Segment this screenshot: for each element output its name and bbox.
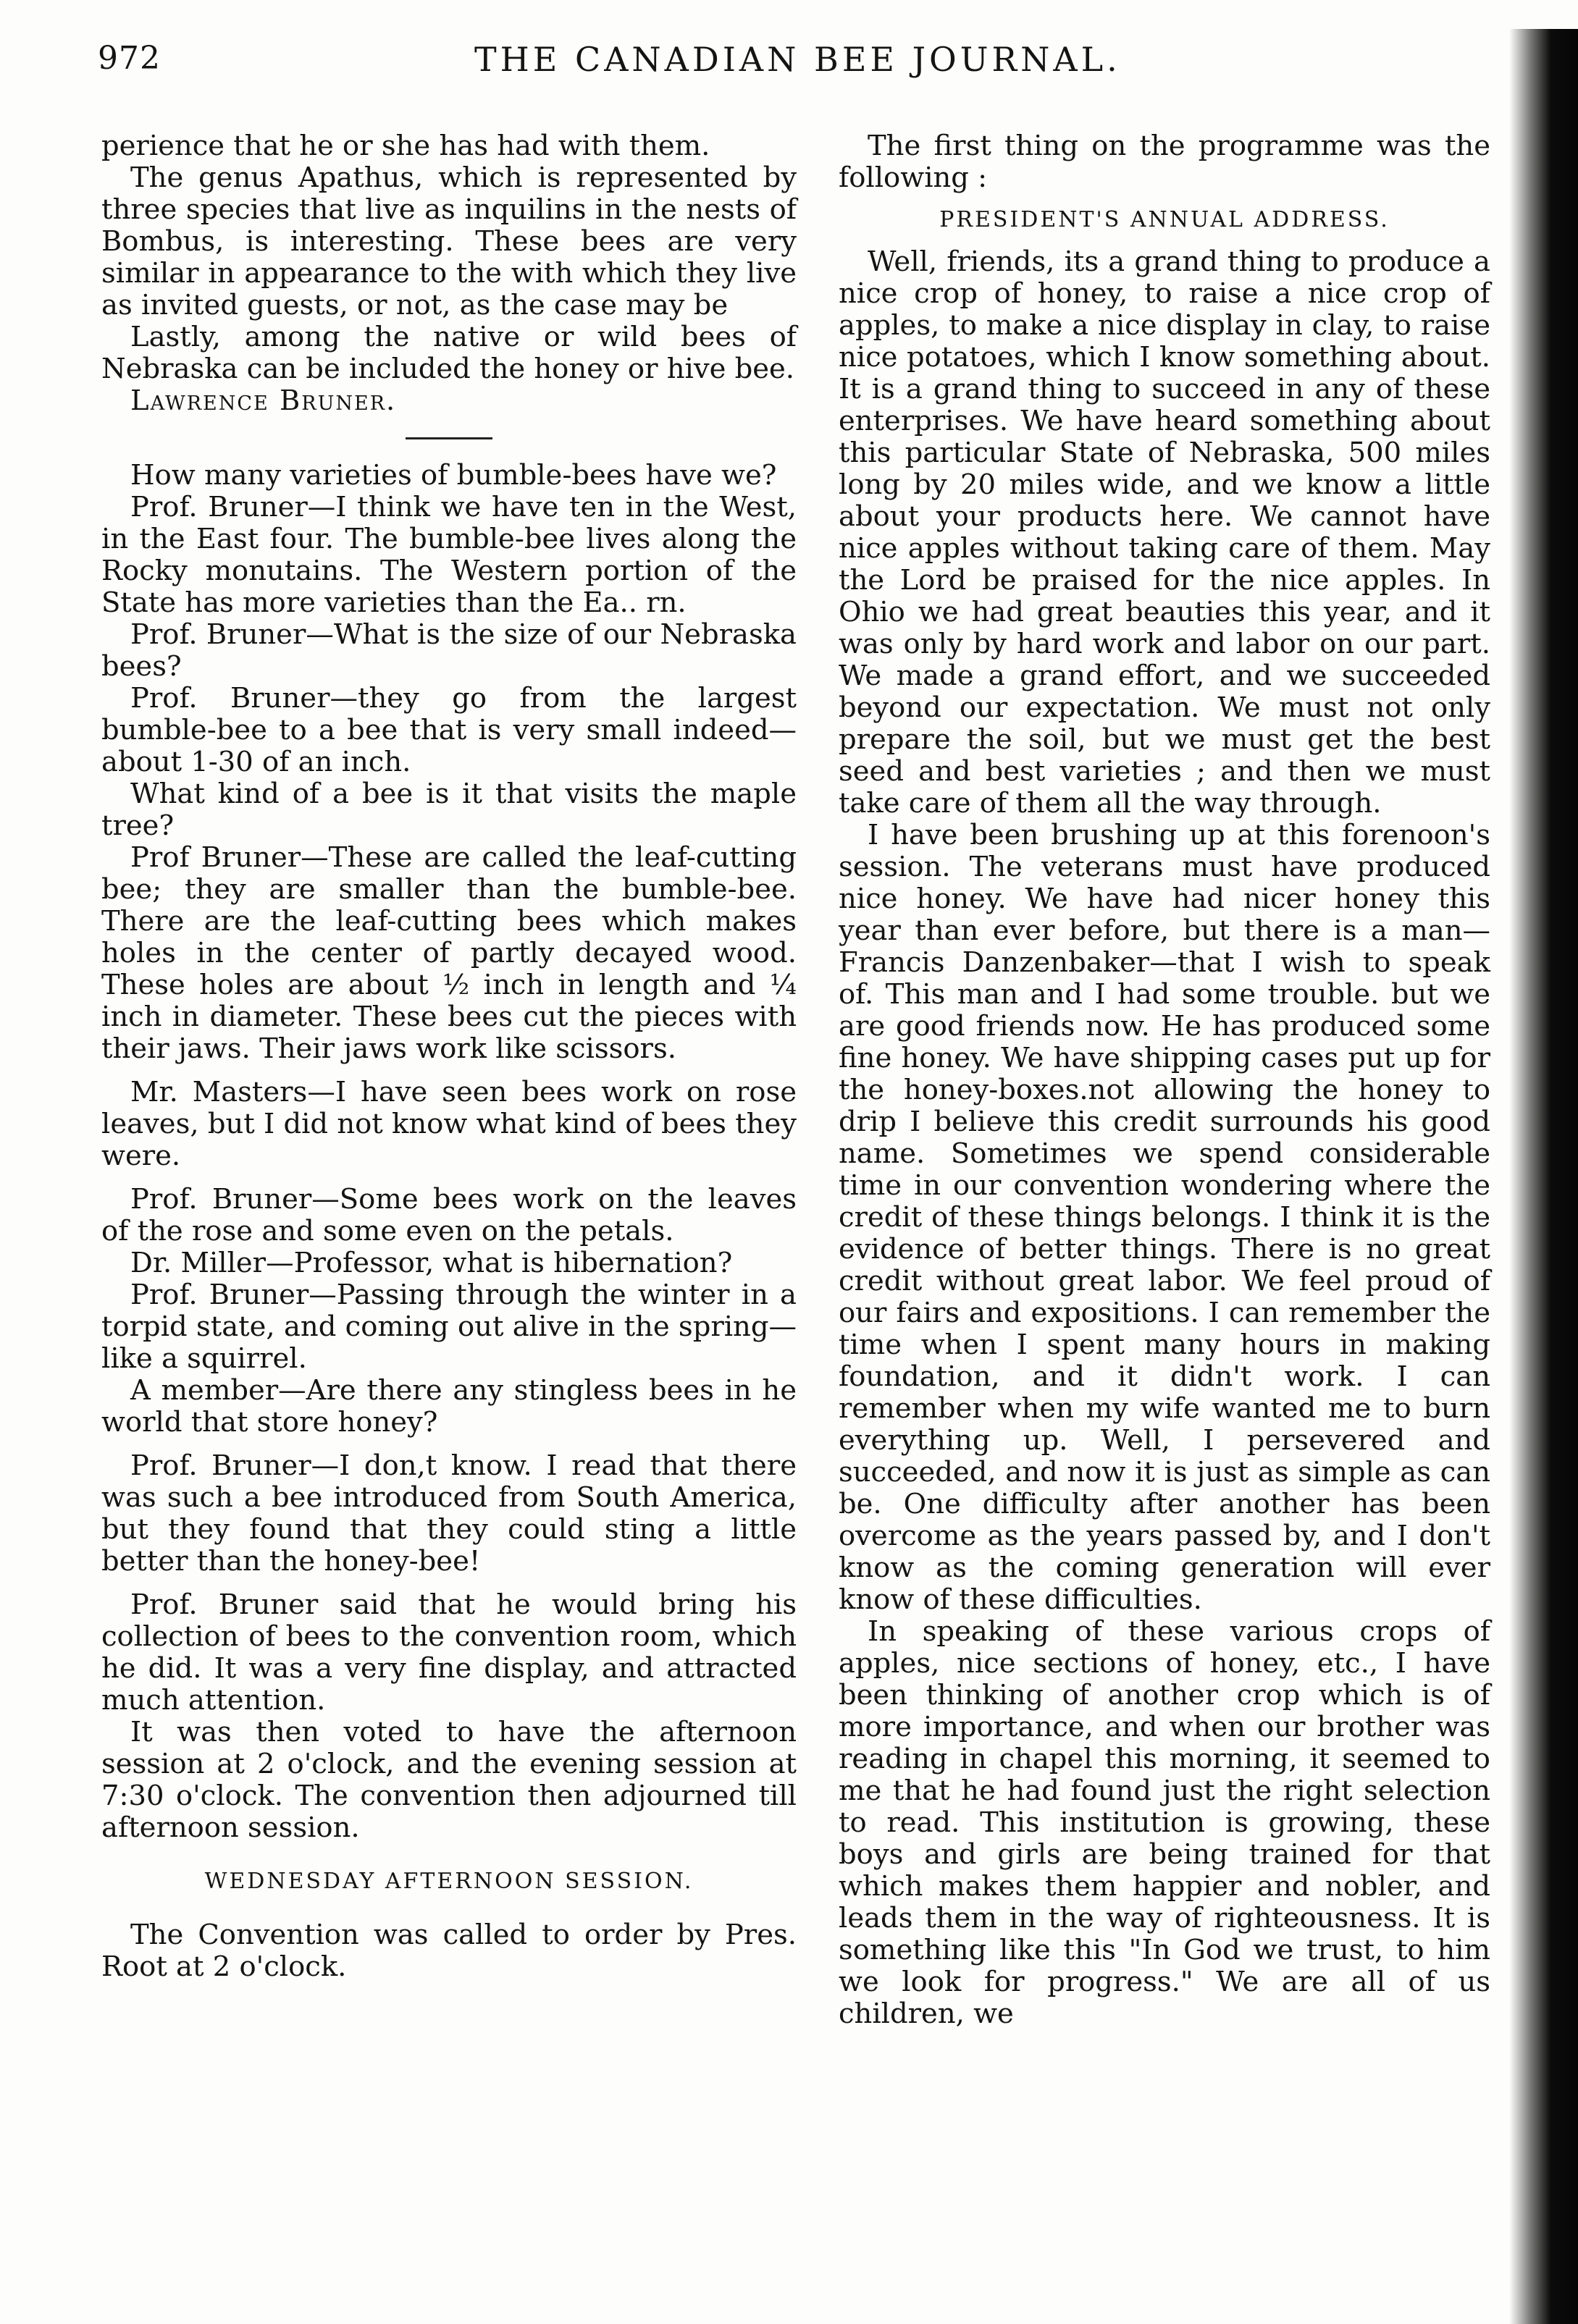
paragraph: What kind of a bee is it that visits the maple tree? <box>101 778 797 842</box>
paragraph: Dr. Miller—Professor, what is hibernation? <box>130 1247 733 1279</box>
paragraph: It was then voted to have the afternoon session at 2 o'clock, and the evening session at 7:30 o'clock. The convention then adjourned till afternoon session. <box>101 1716 797 1844</box>
paragraph: Prof. Bruner—I think we have ten in the West, in the East four. The bumble-bee lives along the Rocky monutains. The Western portion of the State has more varieties than the Ea.. rn. <box>101 491 797 619</box>
paragraph: perience that he or she has had with them. <box>101 130 710 162</box>
paragraph: A member—Are there any stingless bees in he world that store honey? <box>101 1374 797 1439</box>
paragraph: The genus Apathus, which is represented by three species that live as inquilins in the nests of Bombus, is interesting. These bees are very similar in appearance to the with which they live as invited guests, or not, as the case may be <box>101 161 797 321</box>
paragraph: Prof. Bruner—they go from the largest bumble-bee to a bee that is very small indeed—about 1-30 of an inch. <box>101 682 797 778</box>
paragraph: Prof. Bruner—Passing through the winter in a torpid state, and coming out alive in the spring—like a squirrel. <box>101 1279 797 1375</box>
page-header <box>98 40 1488 90</box>
paragraph: Prof. Bruner said that he would bring his collection of bees to the convention room, which he did. It was a very fine display, and attracted much attention. <box>101 1588 797 1717</box>
paragraph: Prof. Bruner—I don,t know. I read that there was such a bee introduced from South America, but they found that they could sting a little better than the honey-bee! <box>101 1449 797 1578</box>
right-column <box>839 130 1490 2030</box>
paragraph: How many varieties of bumble-bees have we? <box>130 459 777 492</box>
section-heading: WEDNESDAY AFTERNOON SESSION. <box>204 1869 694 1894</box>
author-signature: Lawrence Bruner. <box>130 384 397 417</box>
paragraph: The Convention was called to order by Pres. Root at 2 o'clock. <box>101 1919 797 1983</box>
paragraph: I have been brushing up at this forenoon's session. The veterans must have produced nice honey. We have had nicer honey this year than ever before, but there is a man—Francis Danzenbaker—that I wish to speak of. This man and I had some trouble. but we are good friends now. He has produced some fine honey. We have shipping cases put up for the honey-boxes.not allowing the honey to drip I believe this credit surrounds his good name. Sometimes we spend considerable time in our convention wondering where the credit of these things belongs. I think it is the evidence of better things. There is no great credit without great labor. We feel proud of our fairs and expositions. I can remember the time when I spent many hours in making foundation, and it didn't work. I can remember when my wife wanted me to burn everything up. Well, I persevered and succeeded, and now it is just as simple as can be. One difficulty after another has been overcome as the years passed by, and I don't know as the coming generation will ever know of these difficulties. <box>839 819 1490 1616</box>
page-number: 972 <box>98 40 161 77</box>
paragraph: In speaking of these various crops of apples, nice sections of honey, etc., I have been thinking of another crop which is of more importance, and when our brother was reading in chapel this morning, it seemed to me that he had found just the right selection to read. This institution is growing, these boys and girls are being trained for that which makes them happier and nobler, and leads them in the way of righteousness. It is something like this "In God we trust, to him we look for progress." We are all of us children, we <box>839 1615 1490 2030</box>
paragraph: Prof Bruner—These are called the leaf-cutting bee; they are smaller than the bumble-bee. There are the leaf-cutting bees which makes holes in the center of partly decayed wood. These holes are about ½ inch in length and ¼ inch in diameter. These bees cut the pieces with their jaws. Their jaws work like scissors. <box>101 841 797 1065</box>
left-column <box>101 130 797 1983</box>
paragraph: Prof. Bruner—Some bees work on the leaves of the rose and some even on the petals. <box>101 1183 797 1247</box>
paragraph: The first thing on the programme was the following : <box>839 130 1490 194</box>
paragraph: Mr. Masters—I have seen bees work on rose leaves, but I did not know what kind of bees they were. <box>101 1076 797 1172</box>
section-heading: PRESIDENT'S ANNUAL ADDRESS. <box>939 207 1390 232</box>
scan-edge-shadow <box>1509 29 1578 2324</box>
paragraph: Lastly, among the native or wild bees of Nebraska can be included the honey or hive bee. <box>101 321 797 385</box>
paragraph: Prof. Bruner—What is the size of our Nebraska bees? <box>101 618 797 683</box>
journal-title: THE CANADIAN BEE JOURNAL. <box>474 40 1121 79</box>
paragraph: Well, friends, its a grand thing to produce a nice crop of honey, to raise a nice crop of apples, to make a nice display in clay, to raise nice potatoes, which I know something about. It is a grand thing to succeed in any of these enterprises. We have heard something about this particular State of Nebraska, 500 miles long by 20 miles wide, and we know a little about your products here. We cannot have nice apples without taking care of them. May the Lord be praised for the nice apples. In Ohio we had great beauties this year, and it was only by hard work and labor on our part. We made a grand effort, and we succeeded beyond our expectation. We must not only prepare the soil, but we must get the best seed and best varieties ; and then we must take care of them all the way through. <box>839 245 1490 820</box>
section-divider <box>406 437 492 439</box>
